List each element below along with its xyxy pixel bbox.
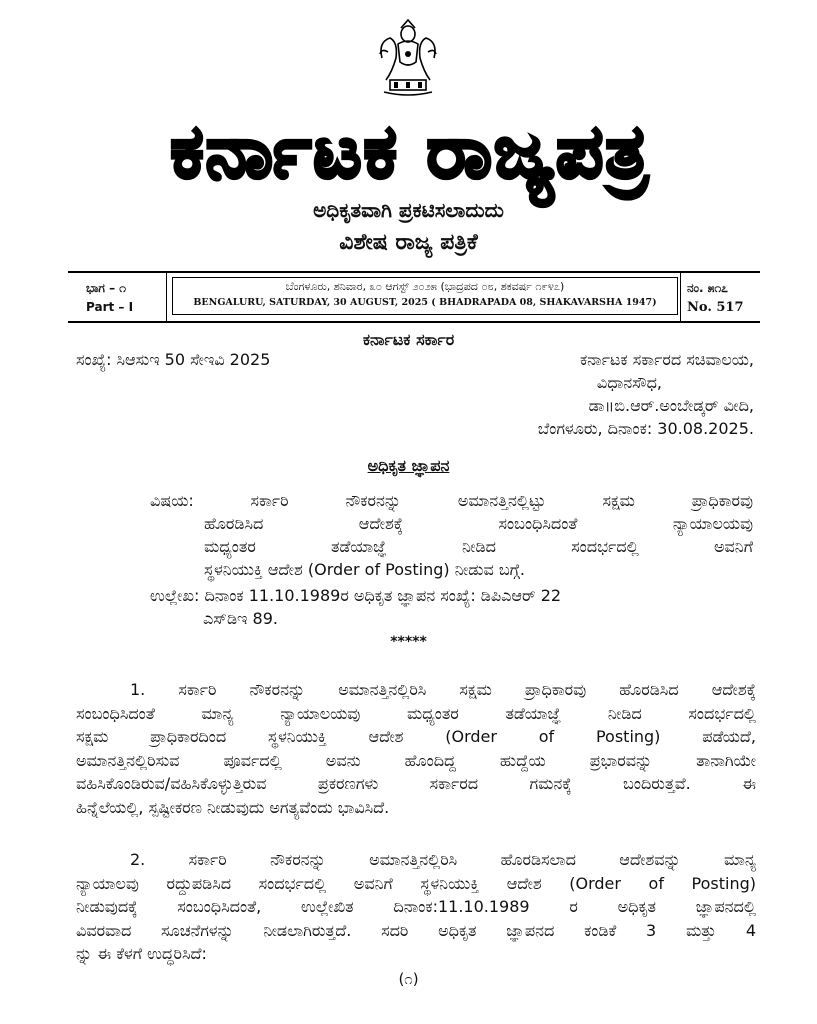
part-cell bbox=[68, 273, 167, 321]
separator-stars: ***** bbox=[390, 634, 427, 650]
masthead-subtitle-special: ವಿಶೇಷ ರಾಜ್ಯ ಪತ್ರಿಕೆ bbox=[339, 230, 478, 255]
subject-line: ಸ್ಥಳನಿಯುಕ್ತಿ ಆದೇಶ (Order of Posting) ನೀಡುವ ಬಗ್ಗೆ. bbox=[204, 560, 525, 579]
subject-block bbox=[150, 489, 753, 581]
paragraph-line: ವಿವರವಾದ ಸೂಚನೆಗಳನ್ನು ನೀಡಲಾಗಿರುತ್ತದೆ. ಸದರಿ ಅಧಿಕೃತ ಜ್ಞಾಪನದ ಕಂಡಿಕೆ 3 ಮತ್ತು 4 bbox=[76, 920, 756, 940]
address-line-4: ಬೆಂಗಳೂರು, ದಿನಾಂಕ: 30.08.2025. bbox=[537, 419, 754, 438]
page-number: (೧) bbox=[398, 970, 419, 988]
government-name: ಕರ್ನಾಟಕ ಸರ್ಕಾರ bbox=[362, 330, 455, 349]
paragraph-line: ಸಕ್ಷಮ ಪ್ರಾಧಿಕಾರದಿಂದ ಸ್ಥಳನಿಯುಕ್ತಿ ಆದೇಶ (Order of Posting) ಪಡೆಯದೆ, bbox=[76, 727, 756, 746]
gazette-info-bar bbox=[68, 271, 760, 323]
part-english: Part – I bbox=[86, 300, 134, 314]
part-kannada: ಭಾಗ – ೧ bbox=[86, 281, 126, 295]
paragraph-2 bbox=[76, 848, 756, 966]
date-cell bbox=[168, 273, 746, 321]
paragraph-1 bbox=[76, 678, 756, 819]
paragraph-line: ಅಮಾನತ್ತಿನಲ್ಲಿರಿಸುವ ಪೂರ್ವದಲ್ಲಿ ಅವನು ಹೊಂದಿದ್ದ ಹುದ್ದೆಯ ಪ್ರಭಾರವನ್ನು ತಾನಾಗಿಯೇ bbox=[76, 750, 756, 770]
paragraph-line: ನ್ನು ಈ ಕೆಳಗೆ ಉದ್ಧರಿಸಿದೆ: bbox=[76, 944, 207, 963]
paragraph-line: ನೀಡುವುದಕ್ಕೆ ಸಂಬಂಧಿಸಿದಂತೆ, ಉಲ್ಲೇಖಿತ ದಿನಾಂಕ:11.10.1989 ರ ಅಧಿಕೃತ ಜ್ಞಾಪನದಲ್ಲಿ bbox=[76, 897, 756, 916]
reference-line: ಎಸ್‌ಡಿಇ 89. bbox=[203, 609, 278, 628]
issue-number-kannada: ನಂ. ೫೧೭ bbox=[687, 281, 728, 295]
subject-line: ಮಧ್ಯಂತರ ತಡೆಯಾಜ್ಞೆ ನೀಡಿದ ಸಂದರ್ಭದಲ್ಲಿ ಅವನಿಗೆ bbox=[204, 537, 753, 556]
memo-heading: ಅಧಿಕೃತ ಜ್ಞಾಪನ bbox=[367, 456, 450, 475]
paragraph-line: ನ್ಯಾಯಾಲವು ರದ್ದುಪಡಿಸಿದ ಸಂದರ್ಭದಲ್ಲಿ ಅವನಿಗೆ ಸ್ಥಳನಿಯುಕ್ತಿ ಆದೇಶ (Order of Posting) bbox=[76, 873, 756, 893]
masthead-subtitle-official: ಅಧಿಕೃತವಾಗಿ ಪ್ರಕಟಿಸಲಾದುದು bbox=[313, 198, 504, 222]
paragraph-line: ಸಂಬಂಧಿಸಿದಂತೆ ಮಾನ್ಯ ನ್ಯಾಯಾಲಯವು ಮಧ್ಯಂತರ ತಡೆಯಾಜ್ಞೆ ನೀಡಿದ ಸಂದರ್ಭದಲ್ಲಿ bbox=[76, 703, 756, 723]
issue-number-cell bbox=[680, 273, 761, 321]
date-english: BENGALURU, SATURDAY, 30 AUGUST, 2025 ( BHADRAPADA 08, SHAKAVARSHA 1947) bbox=[193, 297, 657, 308]
paragraph-line: 1. ಸರ್ಕಾರಿ ನೌಕರನನ್ನು ಅಮಾನತ್ತಿನಲ್ಲಿರಿಸಿ ಸಕ್ಷಮ ಪ್ರಾಧಿಕಾರವು ಹೊರಡಿಸಿದ ಆದೇಶಕ್ಕೆ bbox=[130, 680, 756, 699]
state-emblem-icon bbox=[368, 18, 448, 102]
date-box bbox=[172, 277, 678, 315]
date-kannada: ಬೆಂಗಳೂರು, ಶನಿವಾರ, ೩೦ ಆಗಸ್ಟ್ ೨೦೨೫ (ಭಾದ್ರಪದ ೦೮, ಶಕವರ್ಷ ೧೯೪೭) bbox=[285, 280, 565, 293]
address-line-3: ಡಾ॥ಬಿ.ಆರ್.ಅಂಬೇಡ್ಕರ್ ವೀದಿ, bbox=[588, 396, 754, 415]
issue-number-english: No. 517 bbox=[687, 300, 744, 315]
subject-line: ವಿಷಯ: ಸರ್ಕಾರಿ ನೌಕರನನ್ನು ಅಮಾನತ್ತಿನಲ್ಲಿಟ್ಟು ಸಕ್ಷಮ ಪ್ರಾಧಿಕಾರವು bbox=[150, 491, 753, 510]
paragraph-line: ವಹಿಸಿಕೊಂಡಿರುವ/ವಹಿಸಿಕೊಳ್ಳುತ್ತಿರುವ ಪ್ರಕರಣಗಳು ಸರ್ಕಾರದ ಗಮನಕ್ಕೆ ಬಂದಿರುತ್ತವೆ. ಈ bbox=[76, 774, 756, 793]
reference-line: ಉಲ್ಲೇಖ: ದಿನಾಂಕ 11.10.1989ರ ಅಧಿಕೃತ ಜ್ಞಾಪನ ಸಂಖ್ಯೆ: ಡಿಪಿಎಆರ್ 22 bbox=[150, 586, 562, 605]
paragraph-line: ಹಿನ್ನೆಲೆಯಲ್ಲಿ, ಸ್ಪಷ್ಟೀಕರಣ ನೀಡುವುದು ಅಗತ್ಯವೆಂದು ಭಾವಿಸಿದೆ. bbox=[76, 797, 390, 817]
gazette-masthead-title: ಕರ್ನಾಟಕ ರಾಜ್ಯಪತ್ರ bbox=[170, 109, 650, 195]
address-line-1: ಕರ್ನಾಟಕ ಸರ್ಕಾರದ ಸಚಿವಾಲಯ, bbox=[579, 350, 754, 369]
paragraph-line: 2. ಸರ್ಕಾರಿ ನೌಕರನನ್ನು ಅಮಾನತ್ತಿನಲ್ಲಿರಿಸಿ ಹೊರಡಿಸಲಾದ ಆದೇಶವನ್ನು ಮಾನ್ಯ bbox=[130, 850, 756, 869]
address-line-2: ವಿಧಾನಸೌಧ, bbox=[596, 373, 662, 392]
subject-line: ಹೊರಡಿಸಿದ ಆದೇಶಕ್ಕೆ ಸಂಬಂಧಿಸಿದಂತೆ ನ್ಯಾಯಾಲಯವು bbox=[204, 514, 753, 533]
reference-number: ಸಂಖ್ಯೆ: ಸಿಆಸುಇ 50 ಸೇಇವಿ 2025 bbox=[76, 350, 271, 369]
